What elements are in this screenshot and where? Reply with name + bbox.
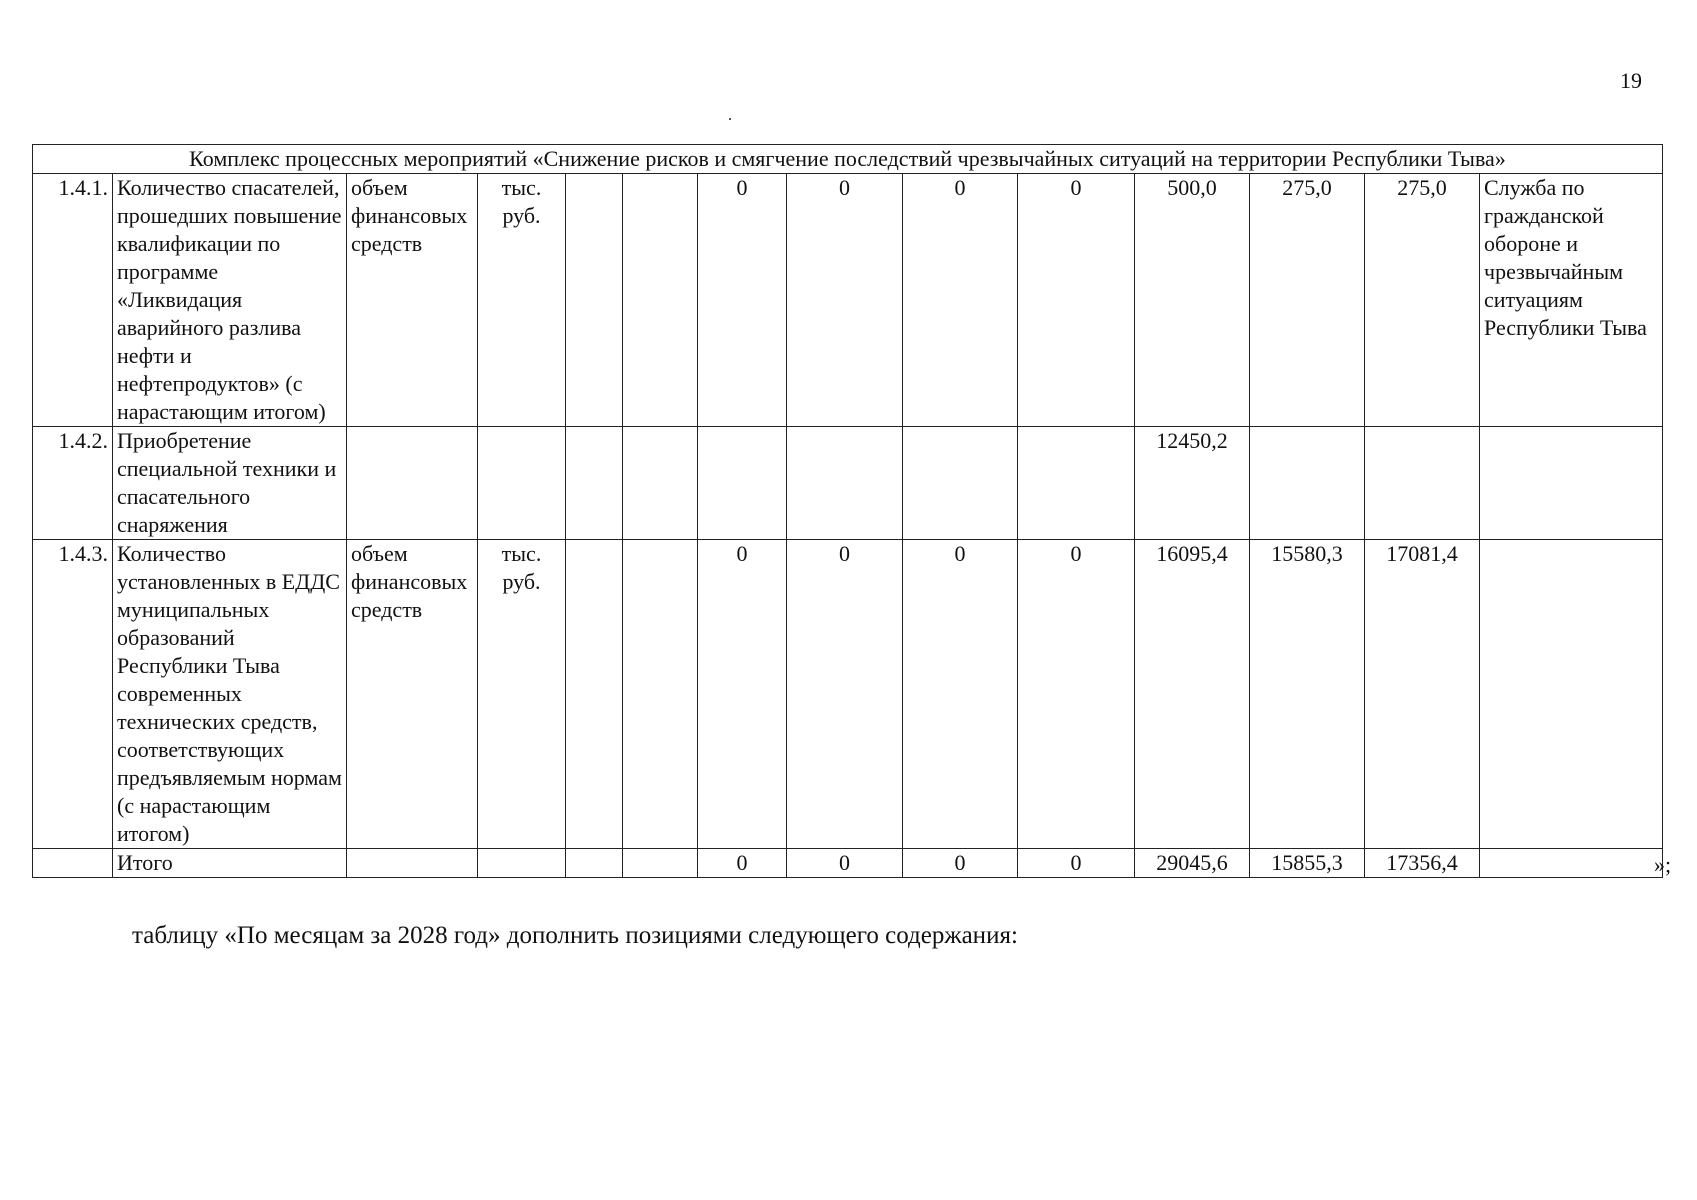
total-row bbox=[33, 849, 1663, 878]
row-empty-cell bbox=[566, 174, 623, 427]
table-row bbox=[33, 174, 1663, 427]
row-value: 0 bbox=[903, 540, 1018, 849]
row-indicator: объем финансовых средств bbox=[347, 174, 478, 427]
table-row bbox=[33, 427, 1663, 540]
total-value: 0 bbox=[903, 849, 1018, 878]
total-empty-cell bbox=[33, 849, 113, 878]
row-name: Приобретение специальной техники и спасательного снаряжения bbox=[113, 427, 347, 540]
row-empty-cell bbox=[566, 427, 623, 540]
total-value: 29045,6 bbox=[1135, 849, 1250, 878]
total-empty-cell bbox=[623, 849, 698, 878]
financing-table bbox=[32, 144, 1663, 878]
row-value bbox=[903, 427, 1018, 540]
total-empty-cell bbox=[566, 849, 623, 878]
row-value: 0 bbox=[1018, 540, 1135, 849]
row-value: 500,0 bbox=[1135, 174, 1250, 427]
total-value: 17356,4 bbox=[1365, 849, 1480, 878]
row-value bbox=[1365, 427, 1480, 540]
row-value: 17081,4 bbox=[1365, 540, 1480, 849]
row-unit: тыс. руб. bbox=[478, 540, 566, 849]
total-label: Итого bbox=[113, 849, 347, 878]
row-responsible bbox=[1480, 427, 1663, 540]
total-value: 15855,3 bbox=[1250, 849, 1365, 878]
amendment-paragraph: таблицу «По месяцам за 2028 год» дополнить позициями следующего содержания: bbox=[132, 922, 1018, 949]
row-code: 1.4.1. bbox=[33, 174, 113, 427]
row-responsible: Служба по гражданской обороне и чрезвычайным ситуациям Республики Тыва bbox=[1480, 174, 1663, 427]
row-indicator bbox=[347, 427, 478, 540]
row-value bbox=[1018, 427, 1135, 540]
row-value: 12450,2 bbox=[1135, 427, 1250, 540]
row-empty-cell bbox=[623, 540, 698, 849]
total-value: 0 bbox=[698, 849, 787, 878]
row-value: 16095,4 bbox=[1135, 540, 1250, 849]
row-indicator: объем финансовых средств bbox=[347, 540, 478, 849]
row-value: 0 bbox=[787, 174, 903, 427]
row-value: 0 bbox=[1018, 174, 1135, 427]
row-value: 0 bbox=[698, 540, 787, 849]
row-empty-cell bbox=[623, 174, 698, 427]
complex-header-row bbox=[33, 145, 1663, 174]
total-value: 0 bbox=[1018, 849, 1135, 878]
row-name: Количество спасателей, прошедших повышение квалификации по программе «Ликвидация аварийного разлива нефти и нефтепродуктов» (с нарастающим итогом) bbox=[113, 174, 347, 427]
row-code: 1.4.3. bbox=[33, 540, 113, 849]
row-value: 0 bbox=[903, 174, 1018, 427]
row-unit: тыс. руб. bbox=[478, 174, 566, 427]
row-name: Количество установленных в ЕДДС муниципальных образований Республики Тыва современных технических средств, соответствующих предъявляемым нормам (с нарастающим итогом) bbox=[113, 540, 347, 849]
total-empty-cell bbox=[1480, 849, 1663, 878]
table-row bbox=[33, 540, 1663, 849]
row-value: 15580,3 bbox=[1250, 540, 1365, 849]
row-code: 1.4.2. bbox=[33, 427, 113, 540]
complex-title: Комплекс процессных мероприятий «Снижение рисков и смягчение последствий чрезвычайных ситуаций на территории Республики Тыва» bbox=[33, 145, 1663, 174]
row-value: 275,0 bbox=[1250, 174, 1365, 427]
page-number: 19 bbox=[1620, 68, 1642, 93]
row-value: 0 bbox=[787, 540, 903, 849]
row-empty-cell bbox=[566, 540, 623, 849]
total-empty-cell bbox=[478, 849, 566, 878]
row-value bbox=[787, 427, 903, 540]
row-unit bbox=[478, 427, 566, 540]
total-empty-cell bbox=[347, 849, 478, 878]
total-value: 0 bbox=[787, 849, 903, 878]
row-value: 0 bbox=[698, 174, 787, 427]
row-value: 275,0 bbox=[1365, 174, 1480, 427]
scan-dot bbox=[729, 118, 731, 120]
row-empty-cell bbox=[623, 427, 698, 540]
row-value bbox=[1250, 427, 1365, 540]
closing-quote-mark: »; bbox=[1654, 852, 1672, 877]
row-value bbox=[698, 427, 787, 540]
row-responsible bbox=[1480, 540, 1663, 849]
